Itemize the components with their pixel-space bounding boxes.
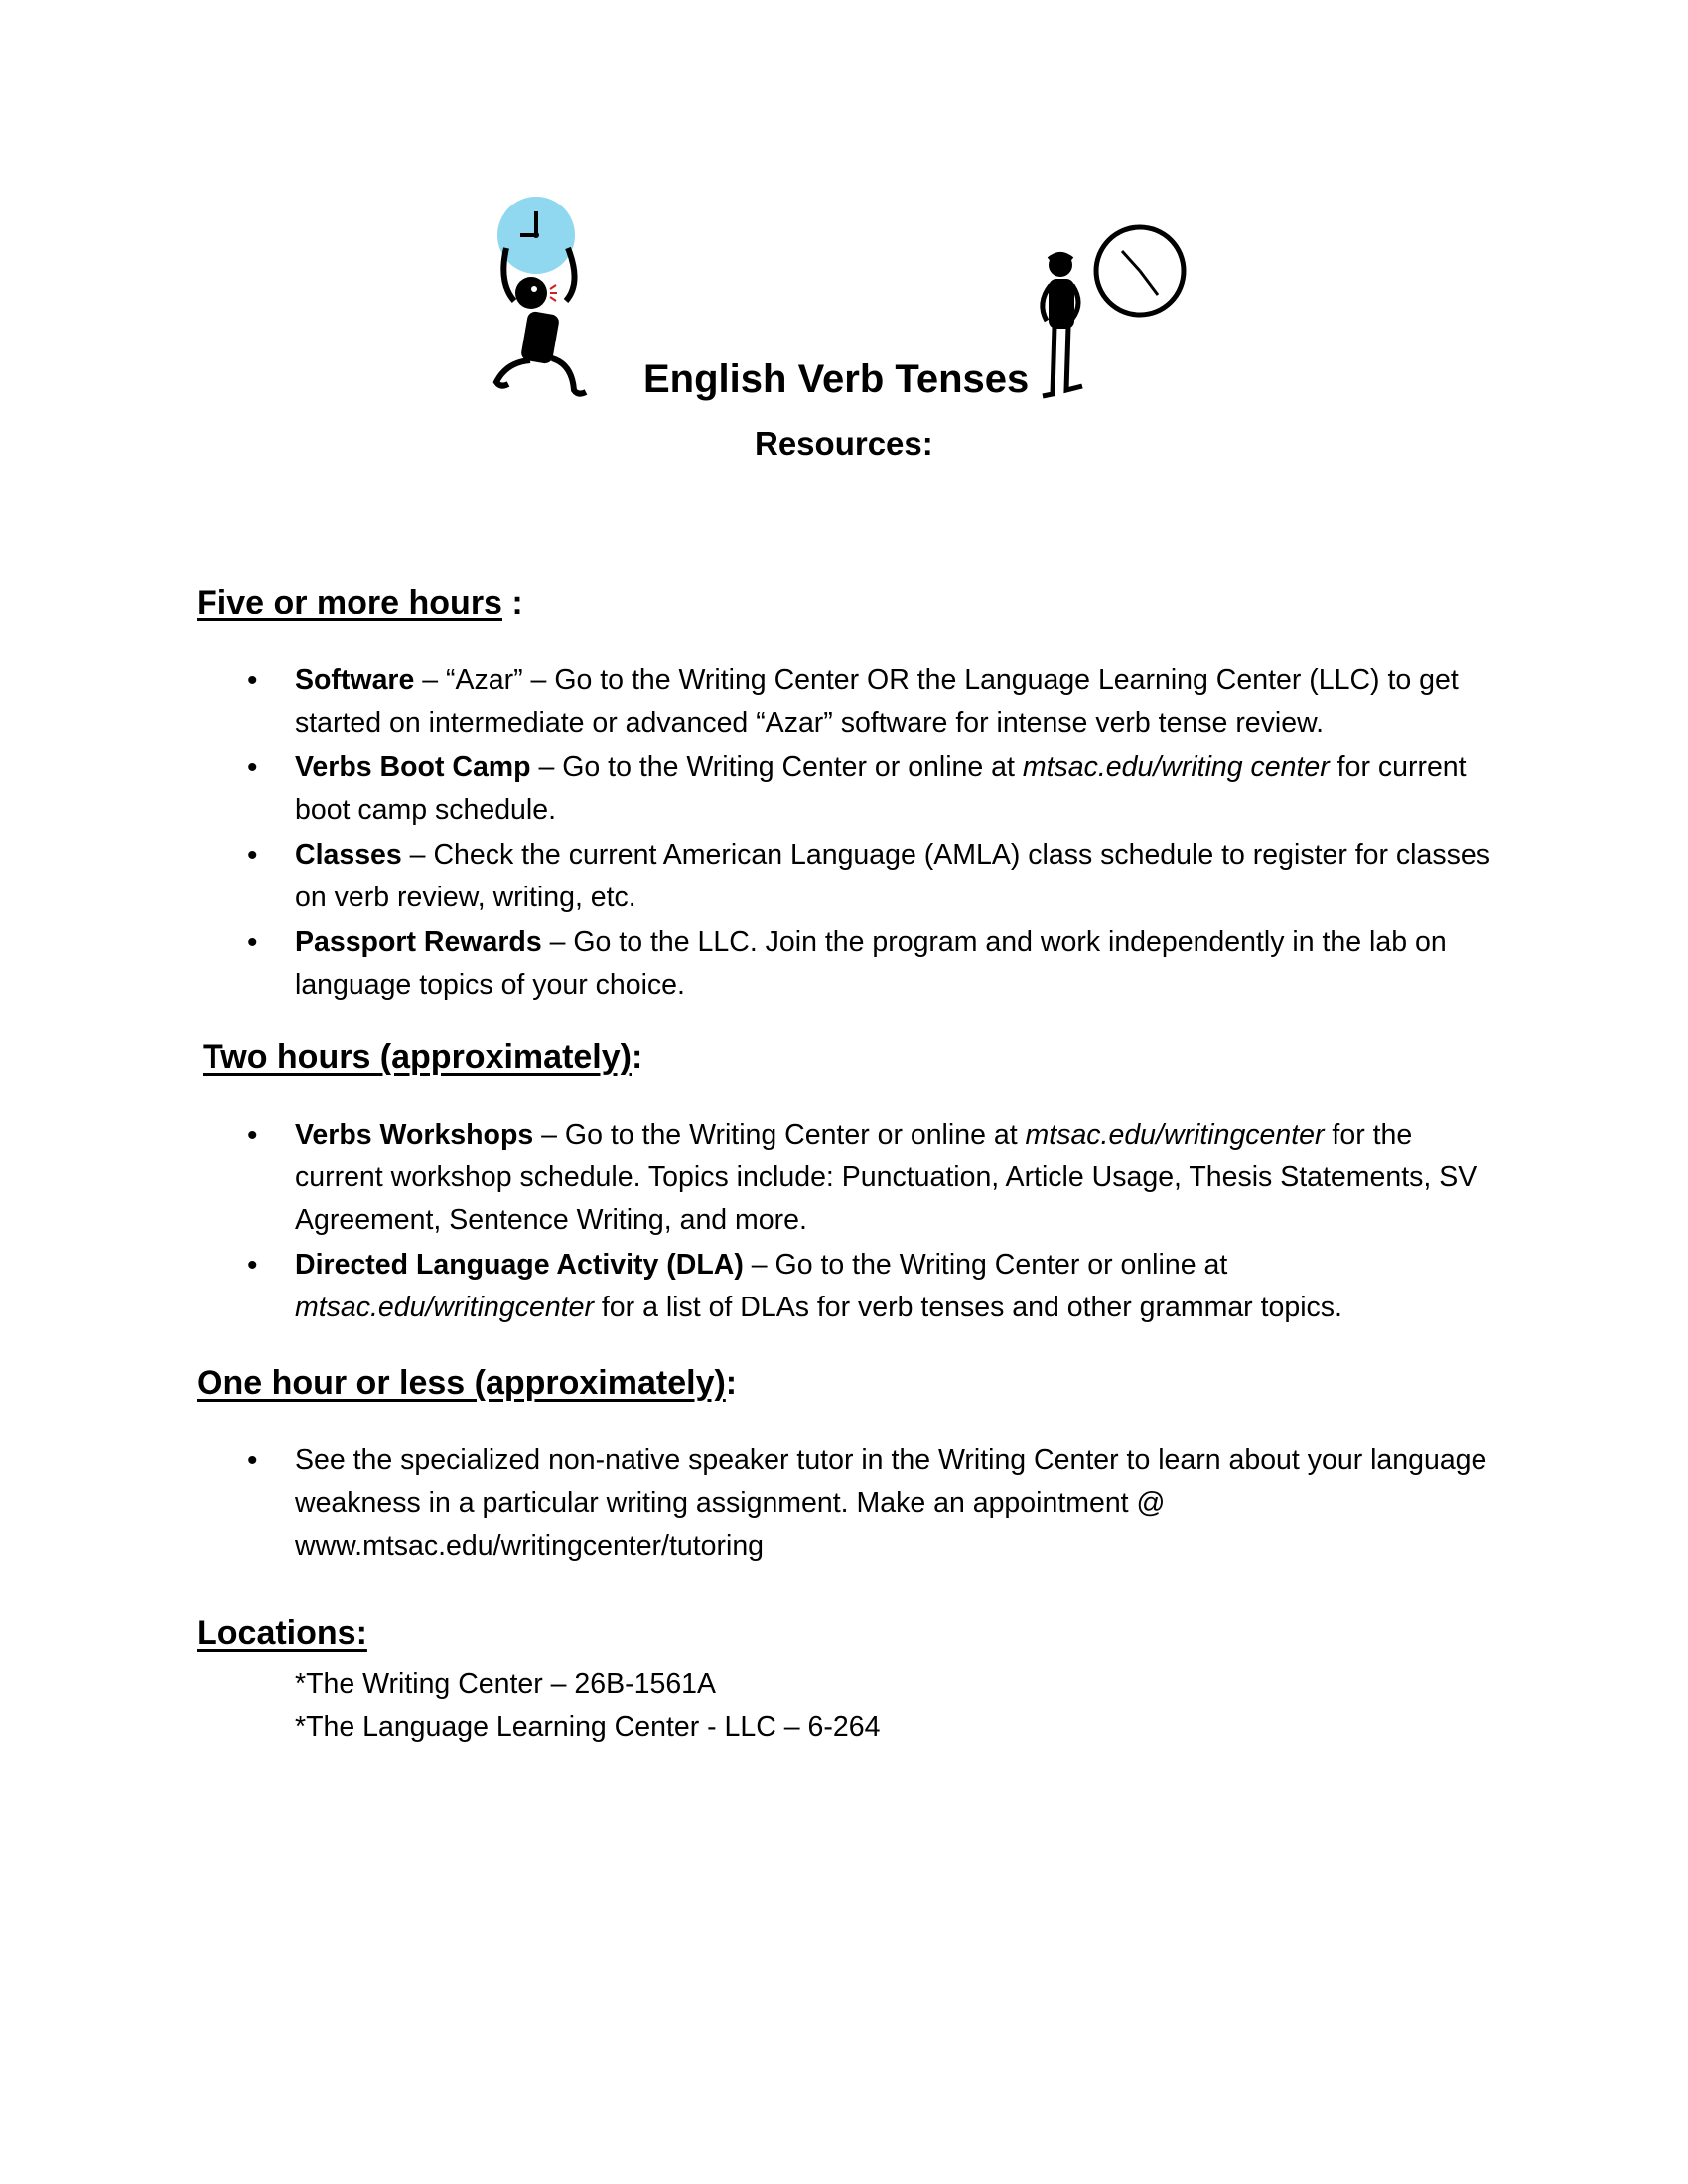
section-heading-two-hours: Two hours (approximately): (203, 1038, 643, 1076)
list-item: • See the specialized non-native speaker tutor in the Writing Center to learn about your language weakness in a particular writing assignment. Make an appointment @ www.mtsac.edu/writingcenter/tutoring (295, 1439, 1506, 1568)
list-item: • Passport Rewards – Go to the LLC. Join the program and work independently in the lab on language topics of your choice. (295, 921, 1506, 1007)
bullet-icon: • (247, 926, 258, 959)
section-heading-locations: Locations: (197, 1614, 367, 1652)
bullet-icon: • (247, 1119, 258, 1152)
list-item: • Software – “Azar” – Go to the Writing Center OR the Language Learning Center (LLC) to get started on intermediate or advanced “Azar” software for intense verb tense review. (295, 659, 1506, 745)
bullet-icon: • (247, 839, 258, 872)
page-subtitle: Resources: (755, 425, 933, 462)
location-writing-center: *The Writing Center – 26B-1561A (295, 1668, 717, 1700)
writing-center-link[interactable]: mtsac.edu/writingcenter (1025, 1119, 1325, 1151)
bullet-icon: • (247, 664, 258, 697)
section-heading-one-hour: One hour or less (approximately): (197, 1364, 738, 1402)
writing-center-link[interactable]: mtsac.edu/writingcenter (295, 1292, 594, 1323)
list-item: • Directed Language Activity (DLA) – Go to the Writing Center or online at mtsac.edu/writingcenter for a list of DLAs for verb tenses and other grammar topics. (295, 1244, 1506, 1329)
two-hours-list (247, 1114, 1506, 1331)
one-hour-list (247, 1439, 1506, 1570)
bullet-icon: • (247, 751, 258, 784)
figure-looking-at-clock-icon (1033, 223, 1192, 402)
list-item: • Verbs Workshops – Go to the Writing Center or online at mtsac.edu/writingcenter for the current workshop schedule. Topics include: Punctuation, Article Usage, Thesis Statements, SV Agreement, Sentence Writing, and more. (295, 1114, 1506, 1242)
five-hours-list (247, 659, 1506, 1009)
section-heading-five-hours: Five or more hours : (197, 584, 523, 621)
writing-center-link[interactable]: mtsac.edu/writing center (1022, 751, 1330, 783)
bullet-icon: • (247, 1444, 258, 1477)
list-item: • Classes – Check the current American Language (AMLA) class schedule to register for classes on verb review, writing, etc. (295, 834, 1506, 919)
bullet-icon: • (247, 1249, 258, 1282)
location-language-learning-center: *The Language Learning Center - LLC – 6-264 (295, 1711, 881, 1743)
figure-holding-clock-icon (487, 194, 616, 407)
list-item: • Verbs Boot Camp – Go to the Writing Center or online at mtsac.edu/writing center for current boot camp schedule. (295, 747, 1506, 832)
page-title: English Verb Tenses (643, 357, 1030, 401)
